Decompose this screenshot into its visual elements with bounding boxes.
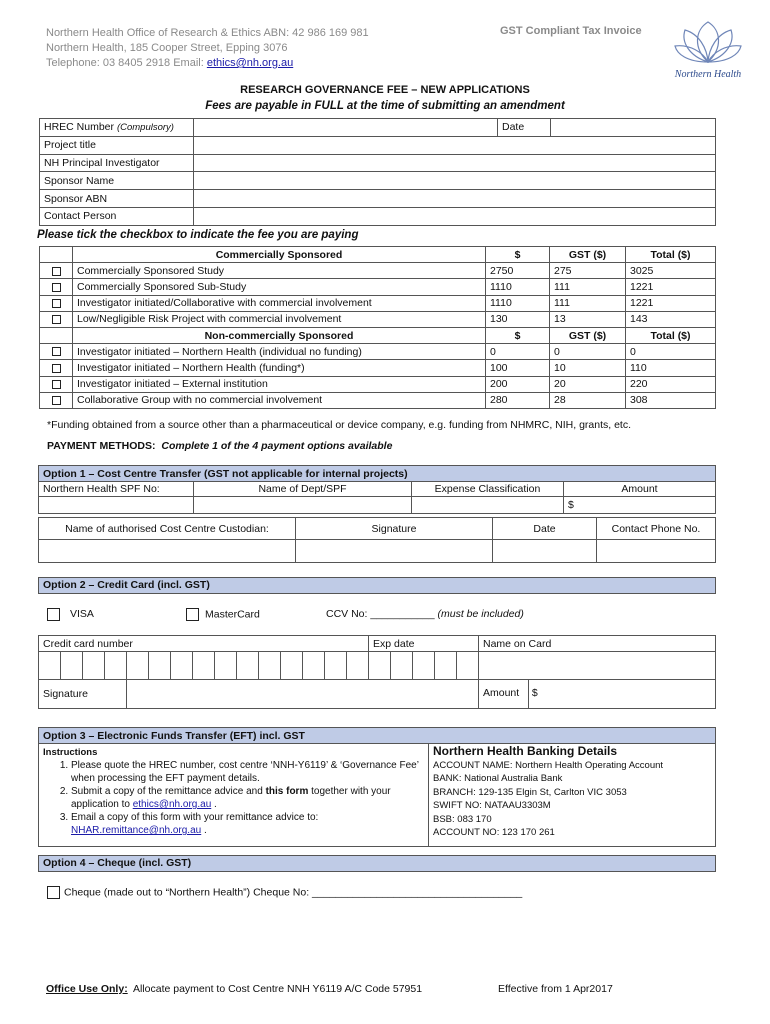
tick-instruction: Please tick the checkbox to indicate the fee you are paying	[37, 229, 359, 241]
fee-checkbox[interactable]	[52, 380, 61, 389]
commercial-heading: Commercially Sponsored	[73, 247, 486, 263]
card-digit-box[interactable]	[105, 652, 127, 680]
exp-digit-box[interactable]	[435, 652, 457, 680]
mastercard-option[interactable]: MasterCard	[186, 608, 260, 621]
bank-details-title: Northern Health Banking Details	[433, 744, 618, 758]
eft-step-2: 2. Submit a copy of the remittance advice and this form together with your application to ethics@nh.org.au .	[71, 785, 424, 811]
card-digit-box[interactable]	[259, 652, 281, 680]
noncommercial-heading: Non-commercially Sponsored	[73, 327, 486, 343]
fee-checkbox[interactable]	[52, 299, 61, 308]
name-on-card-label: Name on Card	[479, 636, 716, 652]
sponsor-abn-field[interactable]	[194, 190, 716, 208]
office-use: Office Use Only: Allocate payment to Cost Centre NNH Y6119 A/C Code 57951	[46, 983, 423, 995]
logo-wordmark: Northern Health	[674, 69, 742, 80]
northern-health-logo	[668, 18, 748, 84]
card-digit-box[interactable]	[83, 652, 105, 680]
visa-checkbox[interactable]	[47, 608, 60, 621]
fee-row: Investigator initiated/Collaborative with commercial involvement 1110 111 1221	[40, 295, 716, 311]
ethics-email-link[interactable]: ethics@nh.org.au	[132, 799, 212, 810]
contact-person-field[interactable]	[194, 207, 716, 225]
fee-checkbox[interactable]	[52, 267, 61, 276]
fee-table: Commercially Sponsored $ GST ($) Total ($) Commercially Sponsored Study 2750 275 3025 Commercially Sponsored Sub-Study 1110 111 1221 Investigator initiated/Collaborative with commercial involvement 1110 111 1221 Low/Negligible Risk Project with commercial involvement 130 13 143 Non-commercially Sponsored $ GST ($) Total ($) Investigator initiated – Northern Health (individual no funding) 0 0 0 Investigator initiated – Northern Health (funding*) 100 10 110 Investigator initiated – External institution 200 20 220 Collaborative Group with no commercial involvement 280 28 308	[39, 246, 716, 409]
fee-row: Collaborative Group with no commercial involvement 280 28 308	[40, 392, 716, 408]
bank-details: Northern Health Banking Details ACCOUNT NAME: Northern Health Operating Account BANK: National Australia Bank BRANCH: 129-135 Elgin St, Carlton VIC 3053 SWIFT NO: NATAAU3303M BSB: 083 170 ACCOUNT NO: 123 170 261	[429, 744, 716, 847]
option1-custodian	[38, 517, 716, 563]
exp-digit-box[interactable]	[391, 652, 413, 680]
expense-label: Expense Classification	[412, 482, 564, 497]
col-total: Total ($)	[626, 247, 716, 263]
principal-investigator-field[interactable]	[194, 154, 716, 172]
fee-row: Commercially Sponsored Sub-Study 1110 111 1221	[40, 279, 716, 295]
card-digit-box[interactable]	[61, 652, 83, 680]
custodian-signature-field[interactable]	[296, 540, 493, 563]
effective-date: Effective from 1 Apr2017	[498, 983, 613, 995]
form-subtitle: Fees are payable in FULL at the time of submitting an amendment	[205, 100, 565, 112]
card-digit-box[interactable]	[215, 652, 237, 680]
card-signature-field[interactable]	[127, 680, 479, 709]
invoice-type: GST Compliant Tax Invoice	[500, 25, 642, 37]
card-digit-box[interactable]	[281, 652, 303, 680]
fee-row: Investigator initiated – External institution 200 20 220	[40, 376, 716, 392]
custodian-signature-label: Signature	[296, 518, 493, 540]
contact-person-label: Contact Person	[40, 207, 194, 225]
fee-checkbox[interactable]	[52, 283, 61, 292]
option3-eft	[38, 727, 716, 847]
lotus-logo-icon	[673, 18, 743, 66]
eft-step-3: 3. Email a copy of this form with your remittance advice to: NHAR.remittance@nh.org.au .	[71, 811, 424, 837]
dept-label: Name of Dept/SPF	[194, 482, 412, 497]
spf-field[interactable]	[39, 497, 194, 514]
sponsor-name-label: Sponsor Name	[40, 172, 194, 190]
custodian-phone-field[interactable]	[597, 540, 716, 563]
cheque-option[interactable]: Cheque (made out to “Northern Health”) Cheque No: ____________________________________	[47, 886, 522, 899]
fee-checkbox[interactable]	[52, 347, 61, 356]
fee-row: Investigator initiated – Northern Health (funding*) 100 10 110	[40, 360, 716, 376]
card-digit-row	[39, 652, 716, 680]
amount-field[interactable]: $	[564, 497, 716, 514]
amount-label: Amount	[564, 482, 716, 497]
card-digit-box[interactable]	[127, 652, 149, 680]
spf-label: Northern Health SPF No:	[39, 482, 194, 497]
fee-row: Investigator initiated – Northern Health (individual no funding) 0 0 0	[40, 344, 716, 360]
card-digit-box[interactable]	[171, 652, 193, 680]
option4-heading: Option 4 – Cheque (incl. GST)	[38, 855, 716, 872]
mastercard-checkbox[interactable]	[186, 608, 199, 621]
custodian-phone-label: Contact Phone No.	[597, 518, 716, 540]
hrec-label: HREC Number (Compulsory)	[40, 119, 194, 137]
visa-option[interactable]: VISA	[47, 608, 94, 621]
eft-instructions: Instructions 1. Please quote the HREC number, cost centre ‘NNH-Y6119’ & ‘Governance Fee’ when processing the EFT payment details. 2. Submit a copy of the remittance advice and this form together with your application to ethics@nh.org.au . 3. Email a copy of this form with your remittance advice to: NHAR.remittance@nh.org.au .	[39, 744, 429, 847]
fee-checkbox[interactable]	[52, 364, 61, 373]
card-digit-box[interactable]	[347, 652, 369, 680]
card-number-label: Credit card number	[39, 636, 369, 652]
fee-checkbox[interactable]	[52, 396, 61, 405]
fee-checkbox[interactable]	[52, 315, 61, 324]
card-digit-box[interactable]	[325, 652, 347, 680]
eft-step-1: 1. Please quote the HREC number, cost centre ‘NNH-Y6119’ & ‘Governance Fee’ when processing the EFT payment details.	[71, 759, 424, 785]
sponsor-abn-label: Sponsor ABN	[40, 190, 194, 208]
card-digit-box[interactable]	[149, 652, 171, 680]
date-field[interactable]	[551, 119, 716, 137]
card-amount[interactable]: Amount $	[479, 680, 716, 709]
ccv-field[interactable]: CCV No: ___________ (must be included)	[326, 608, 524, 620]
payment-methods: PAYMENT METHODS: Complete 1 of the 4 payment options available	[47, 440, 393, 452]
exp-digit-box[interactable]	[457, 652, 479, 680]
card-digit-box[interactable]	[39, 652, 61, 680]
custodian-field[interactable]	[39, 540, 296, 563]
card-digit-box[interactable]	[237, 652, 259, 680]
card-signature-label: Signature	[39, 680, 127, 709]
option1-cost-centre	[38, 465, 716, 514]
dept-field[interactable]	[194, 497, 412, 514]
funding-footnote: *Funding obtained from a source other than a pharmaceutical or device company, e.g. funding from NHMRC, NIH, grants, etc.	[47, 419, 632, 431]
ethics-email-link[interactable]: ethics@nh.org.au	[206, 57, 294, 69]
custodian-date-field[interactable]	[493, 540, 597, 563]
project-title-field[interactable]	[194, 136, 716, 154]
principal-investigator-label: NH Principal Investigator	[40, 154, 194, 172]
option2-heading: Option 2 – Credit Card (incl. GST)	[38, 577, 716, 594]
exp-date-label: Exp date	[369, 636, 479, 652]
option3-heading: Option 3 – Electronic Funds Transfer (EFT) incl. GST	[39, 728, 716, 744]
form-title: RESEARCH GOVERNANCE FEE – NEW APPLICATIONS	[240, 84, 530, 96]
card-digit-box[interactable]	[193, 652, 215, 680]
col-fee: $	[486, 247, 550, 263]
project-info-table	[39, 118, 716, 226]
option2-card-table	[38, 635, 716, 709]
date-label: Date	[498, 119, 551, 137]
remittance-email-link[interactable]: NHAR.remittance@nh.org.au	[71, 825, 202, 836]
org-line: Northern Health Office of Research & Ethics ABN: 42 986 169 981	[46, 27, 369, 39]
sponsor-name-field[interactable]	[194, 172, 716, 190]
org-contact: Telephone: 03 8405 2918 Email: ethics@nh.org.au	[46, 57, 294, 69]
fee-row: Low/Negligible Risk Project with commercial involvement 130 13 143	[40, 311, 716, 327]
option1-heading: Option 1 – Cost Centre Transfer (GST not applicable for internal projects)	[39, 466, 716, 482]
org-address: Northern Health, 185 Cooper Street, Epping 3076	[46, 42, 288, 54]
exp-digit-box[interactable]	[369, 652, 391, 680]
expense-field[interactable]	[412, 497, 564, 514]
col-gst: GST ($)	[550, 247, 626, 263]
custodian-label: Name of authorised Cost Centre Custodian:	[39, 518, 296, 540]
exp-digit-box[interactable]	[413, 652, 435, 680]
hrec-field[interactable]	[194, 119, 498, 137]
project-title-label: Project title	[40, 136, 194, 154]
fee-row: Commercially Sponsored Study 2750 275 3025	[40, 263, 716, 279]
custodian-date-label: Date	[493, 518, 597, 540]
card-digit-box[interactable]	[303, 652, 325, 680]
office-header	[46, 26, 369, 71]
name-on-card-field[interactable]	[479, 652, 716, 680]
cheque-checkbox[interactable]	[47, 886, 60, 899]
